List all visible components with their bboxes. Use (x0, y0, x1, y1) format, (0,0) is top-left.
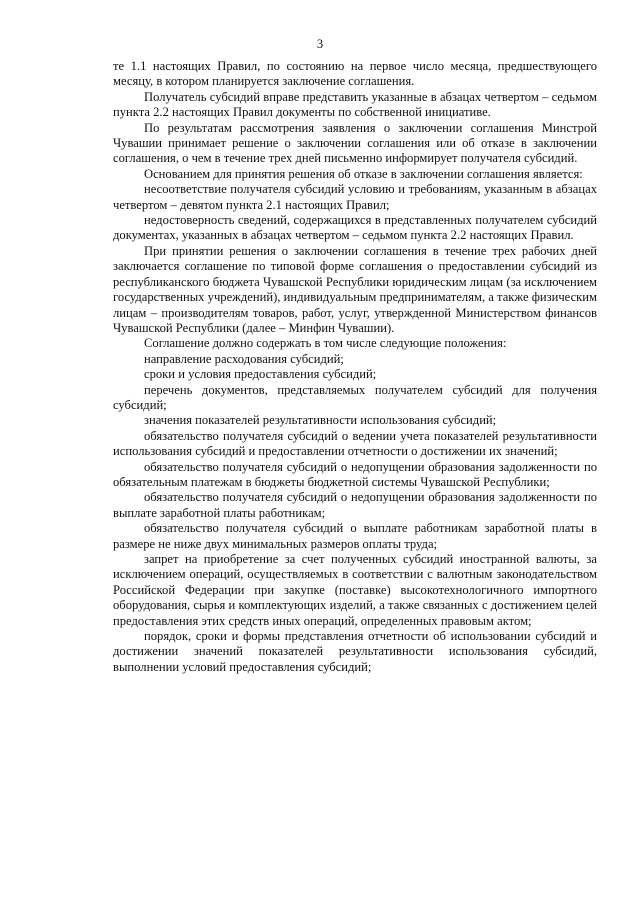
list-item: обязательство получателя субсидий о недопущении образования задолженности по обязательным платежам в бюджеты бюджетной системы Чувашской Республики; (113, 459, 597, 489)
list-item: сроки и условия предоставления субсидий; (144, 367, 377, 382)
paragraph-refusal-ground-1: несоответствие получателя субсидий условию и требованиям, указанным в абзацах четвертом – девятом пункта 2.1 настоящих Правил; (113, 182, 597, 212)
list-item: запрет на приобретение за счет полученных субсидий иностранной валюты, за исключением операций, осуществляемых в соответствии с валютным законодательством Российской Федерации при закупке (поставке) высокотехнологичного импортного оборудования, сырья и комплектующих изделий, а также связанных с достижением целей предоставления этих средств иных операций, определенных правовым актом; (113, 552, 597, 628)
document-body (113, 59, 597, 675)
list-item: направление расходования субсидий; (144, 351, 344, 366)
list-item: обязательство получателя субсидий о выплате работникам заработной платы в размере не ниже двух минимальных размеров оплаты труда; (113, 521, 597, 551)
paragraph-decision: По результатам рассмотрения заявления о заключении соглашения Минстрой Чувашии принимает решение о заключении соглашения или об отказе в заключении соглашения, о чем в течение трех дней письменно информирует получателя субсидий. (113, 120, 597, 166)
paragraph-refusal-grounds: Основанием для принятия решения об отказе в заключении соглашения является: (144, 166, 583, 181)
list-item: порядок, сроки и формы представления отчетности об использовании субсидий и достижении значений показателей результативности использования субсидий, выполнении условий предоставления субсидий; (113, 629, 597, 674)
list-item: значения показателей результативности использования субсидий; (144, 413, 497, 428)
list-item: перечень документов, представляемых получателем субсидий для получения субсидий; (113, 382, 597, 412)
page-number: 3 (316, 37, 324, 51)
paragraph-agreement-conclusion: При принятии решения о заключении соглашения в течение трех рабочих дней заключается соглашение по типовой форме соглашения о предоставлении субсидий из республиканского бюджета Чувашской Республики юридическим лицам (за исключением государственных учреждений), индивидуальным предпринимателям, а также физическим лицам – производителям товаров, работ, услуг, утвержденной Министерством финансов Чувашской Республики (далее – Минфин Чувашии). (113, 243, 597, 335)
paragraph-agreement-contents: Соглашение должно содержать в том числе следующие положения: (144, 336, 507, 351)
paragraph-refusal-ground-2: недостоверность сведений, содержащихся в представленных получателем субсидий документах, указанных в абзацах четвертом – седьмом пункта 2.2 настоящих Правил. (113, 213, 597, 243)
list-item: обязательство получателя субсидий о ведении учета показателей результативности использования субсидий и предоставлении отчетности о достижении их значений; (113, 428, 597, 459)
paragraph-documents-initiative: Получатель субсидий вправе представить указанные в абзацах четвертом – седьмом пункта 2.2 настоящих Правил документы по собственной инициативе. (113, 89, 597, 120)
list-item: обязательство получателя субсидий о недопущении образования задолженности по выплате заработной платы работникам; (113, 490, 597, 520)
paragraph-continuation: те 1.1 настоящих Правил, по состоянию на первое число месяца, предшествующего месяцу, в котором планируется заключение соглашения. (113, 59, 597, 89)
